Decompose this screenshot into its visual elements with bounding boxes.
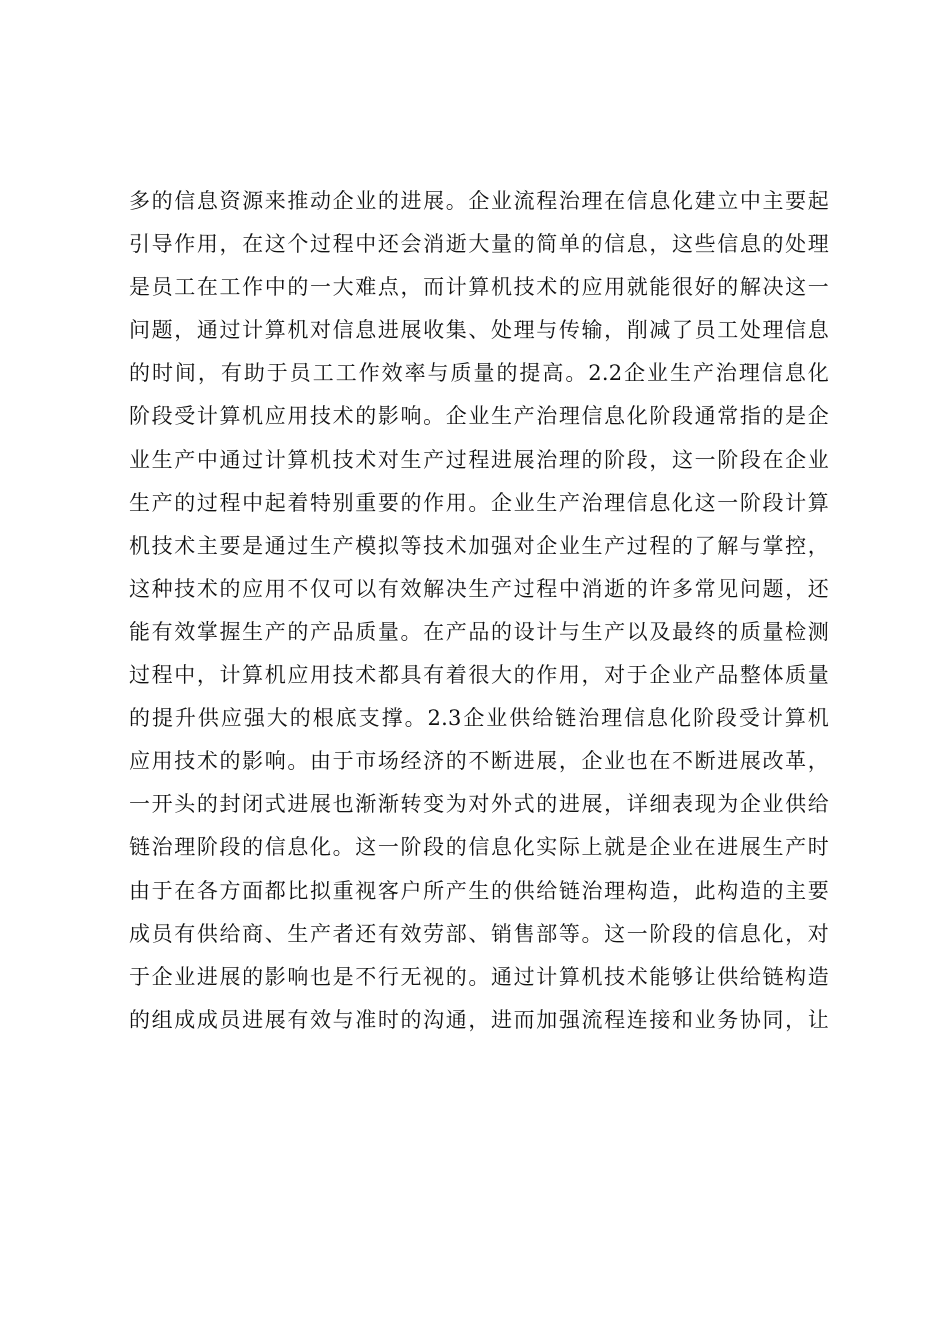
text-line: 这种技术的应用不仅可以有效解决生产过程中消逝的许多常见问题，还 (129, 576, 829, 601)
text-line: 成员有供给商、生产者还有效劳部、销售部等。这一阶段的信息化，对 (129, 921, 829, 946)
body-text (129, 180, 829, 1042)
text-line: 由于在各方面都比拟重视客户所产生的供给链治理构造，此构造的主要 (129, 878, 829, 903)
text-line: 的提升供应强大的根底支撑。2.3企业供给链治理信息化阶段受计算机 (129, 706, 829, 731)
text-line: 于企业进展的影响也是不行无视的。通过计算机技术能够让供给链构造 (129, 964, 829, 989)
text-line: 业生产中通过计算机技术对生产过程进展治理的阶段，这一阶段在企业 (129, 447, 829, 472)
text-line: 生产的过程中起着特别重要的作用。企业生产治理信息化这一阶段计算 (129, 490, 829, 515)
text-line: 过程中，计算机应用技术都具有着很大的作用，对于企业产品整体质量 (129, 663, 829, 688)
text-line: 应用技术的影响。由于市场经济的不断进展，企业也在不断进展改革， (129, 749, 829, 774)
text-line: 是员工在工作中的一大难点，而计算机技术的应用就能很好的解决这一 (129, 275, 829, 300)
text-line: 一开头的封闭式进展也渐渐转变为对外式的进展，详细表现为企业供给 (129, 792, 829, 817)
text-line: 阶段受计算机应用技术的影响。企业生产治理信息化阶段通常指的是企 (129, 404, 829, 429)
text-line: 的时间，有助于员工工作效率与质量的提高。2.2企业生产治理信息化 (129, 361, 829, 386)
text-line: 引导作用，在这个过程中还会消逝大量的简单的信息，这些信息的处理 (129, 232, 829, 257)
text-line: 能有效掌握生产的产品质量。在产品的设计与生产以及最终的质量检测 (129, 619, 829, 644)
text-line: 的组成成员进展有效与准时的沟通，进而加强流程连接和业务协同，让 (129, 1007, 829, 1032)
text-line: 多的信息资源来推动企业的进展。企业流程治理在信息化建立中主要起 (129, 189, 829, 213)
text-line: 机技术主要是通过生产模拟等技术加强对企业生产过程的了解与掌控， (129, 533, 829, 558)
text-line: 链治理阶段的信息化。这一阶段的信息化实际上就是企业在进展生产时 (129, 835, 829, 860)
text-line: 问题，通过计算机对信息进展收集、处理与传输，削减了员工处理信息 (129, 318, 829, 343)
